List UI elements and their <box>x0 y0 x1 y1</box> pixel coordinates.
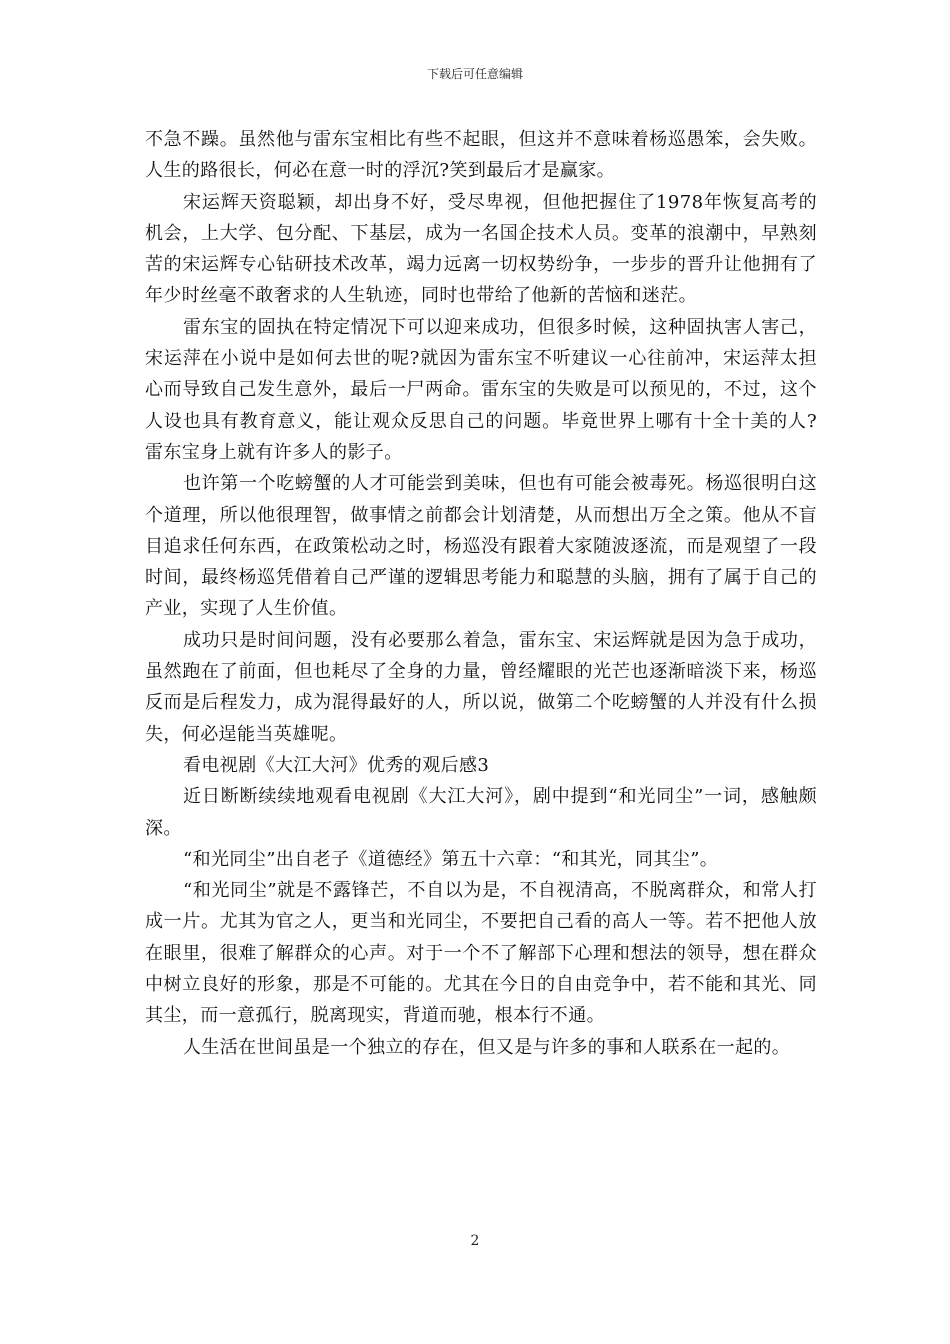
paragraph: “和光同尘”就是不露锋芒，不自以为是，不自视清高，不脱离群众，和常人打成一片。尤其为官之人，更当和光同尘，不要把自己看的高人一等。若不把他人放在眼里，很难了解群众的心声。对于一个不了解部下心理和想法的领导，想在群众中树立良好的形象，那是不可能的。尤其在今日的自由竞争中，若不能和其光、同其尘，而一意孤行，脱离现实，背道而驰，根本行不通。 <box>145 880 817 1027</box>
body-text <box>145 124 817 1063</box>
paragraph: “和光同尘”出自老子《道德经》第五十六章：“和其光，同其尘”。 <box>183 848 719 870</box>
paragraph: 成功只是时间问题，没有必要那么着急，雷东宝、宋运辉就是因为急于成功，虽然跑在了前面，但也耗尽了全身的力量，曾经耀眼的光芒也逐渐暗淡下来，杨巡反而是后程发力，成为混得最好的人，所以说，做第二个吃螃蟹的人并没有什么损失，何必逞能当英雄呢。 <box>145 629 817 745</box>
paragraph: 宋运辉天资聪颖，却出身不好，受尽卑视，但他把握住了1978年恢复高考的机会，上大学、包分配、下基层，成为一名国企技术人员。变革的浪潮中，早熟刻苦的宋运辉专心钻研技术改革，竭力远离一切权势纷争，一步步的晋升让他拥有了年少时丝毫不敢奢求的人生轨迹，同时也带给了他新的苦恼和迷茫。 <box>145 191 817 307</box>
paragraph: 不急不躁。虽然他与雷东宝相比有些不起眼，但这并不意味着杨巡愚笨，会失败。人生的路很长，何必在意一时的浮沉?笑到最后才是赢家。 <box>145 129 817 182</box>
paragraph: 近日断断续续地观看电视剧《大江大河》，剧中提到“和光同尘”一词，感触颇深。 <box>145 786 817 839</box>
section-heading: 看电视剧《大江大河》优秀的观后感3 <box>183 754 490 776</box>
paragraph: 雷东宝的固执在特定情况下可以迎来成功，但很多时候，这种固执害人害己，宋运萍在小说中是如何去世的呢?就因为雷东宝不听建议一心往前冲，宋运萍太担心而导致自己发生意外，最后一尸两命。雷东宝的失败是可以预见的，不过，这个人设也具有教育意义，能让观众反思自己的问题。毕竟世界上哪有十全十美的人?雷东宝身上就有许多人的影子。 <box>145 316 817 463</box>
paragraph: 也许第一个吃螃蟹的人才可能尝到美味，但也有可能会被毒死。杨巡很明白这个道理，所以他很理智，做事情之前都会计划清楚，从而想出万全之策。他从不盲目追求任何东西，在政策松动之时，杨巡没有跟着大家随波逐流，而是观望了一段时间，最终杨巡凭借着自己严谨的逻辑思考能力和聪慧的头脑，拥有了属于自己的产业，实现了人生价值。 <box>145 473 817 620</box>
page-header: 下载后可任意编辑 <box>426 67 523 81</box>
paragraph: 人生活在世间虽是一个独立的存在，但又是与许多的事和人联系在一起的。 <box>183 1036 791 1058</box>
page-number: 2 <box>470 1233 480 1249</box>
